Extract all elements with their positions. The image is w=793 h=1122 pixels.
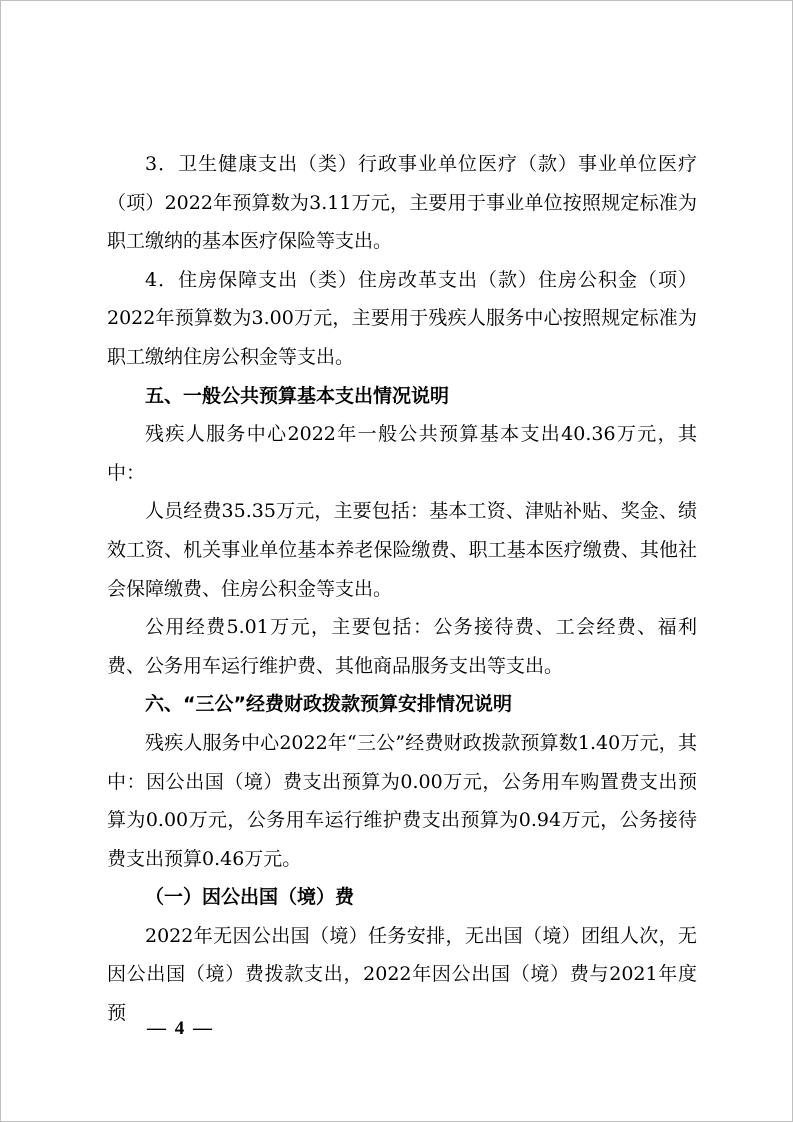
paragraph-personnel-expenses: 人员经费35.35万元，主要包括：基本工资、津贴补贴、奖金、绩效工资、机关事业单位基本养老保险缴费、职工基本医疗缴费、其他社会保障缴费、住房公积金等支出。 (107, 500, 697, 600)
document-body (107, 145, 697, 1033)
paragraph-overseas-detail: 2022年无因公出国（境）任务安排，无出国（境）团组人次，无因公出国（境）费拨款支出，2022年因公出国（境）费与2021年度预 (107, 924, 697, 1025)
paragraph-public-expenses: 公用经费5.01万元，主要包括：公务接待费、工会经费、福利费、公务用车运行维护费、其他商品服务支出等支出。 (107, 616, 697, 677)
paragraph-basic-expenditure-summary: 残疾人服务中心2022年一般公共预算基本支出40.36万元，其中： (107, 423, 697, 484)
page-number: — 4 — (147, 1018, 214, 1039)
subsection-heading-overseas: （一）因公出国（境）费 (145, 886, 355, 909)
paragraph-housing-expenditure: 4．住房保障支出（类）住房改革支出（款）住房公积金（项）2022年预算数为3.00万元，主要用于残疾人服务中心按照规定标准为职工缴纳住房公积金等支出。 (107, 268, 697, 368)
section-heading-three-public: 六、“三公”经费财政拨款预算安排情况说明 (145, 693, 512, 716)
paragraph-three-public-summary: 残疾人服务中心2022年“三公”经费财政拨款预算数1.40万元，其中：因公出国（境）费支出预算为0.00万元，公务用车购置费支出预算为0.00万元，公务用车运行维护费支出预算为0.94万元，公务接待费支出预算0.46万元。 (107, 731, 697, 870)
paragraph-health-expenditure: 3．卫生健康支出（类）行政事业单位医疗（款）事业单位医疗（项）2022年预算数为3.11万元，主要用于事业单位按照规定标准为职工缴纳的基本医疗保险等支出。 (107, 153, 697, 253)
section-heading-basic-expenditure: 五、一般公共预算基本支出情况说明 (145, 384, 450, 407)
